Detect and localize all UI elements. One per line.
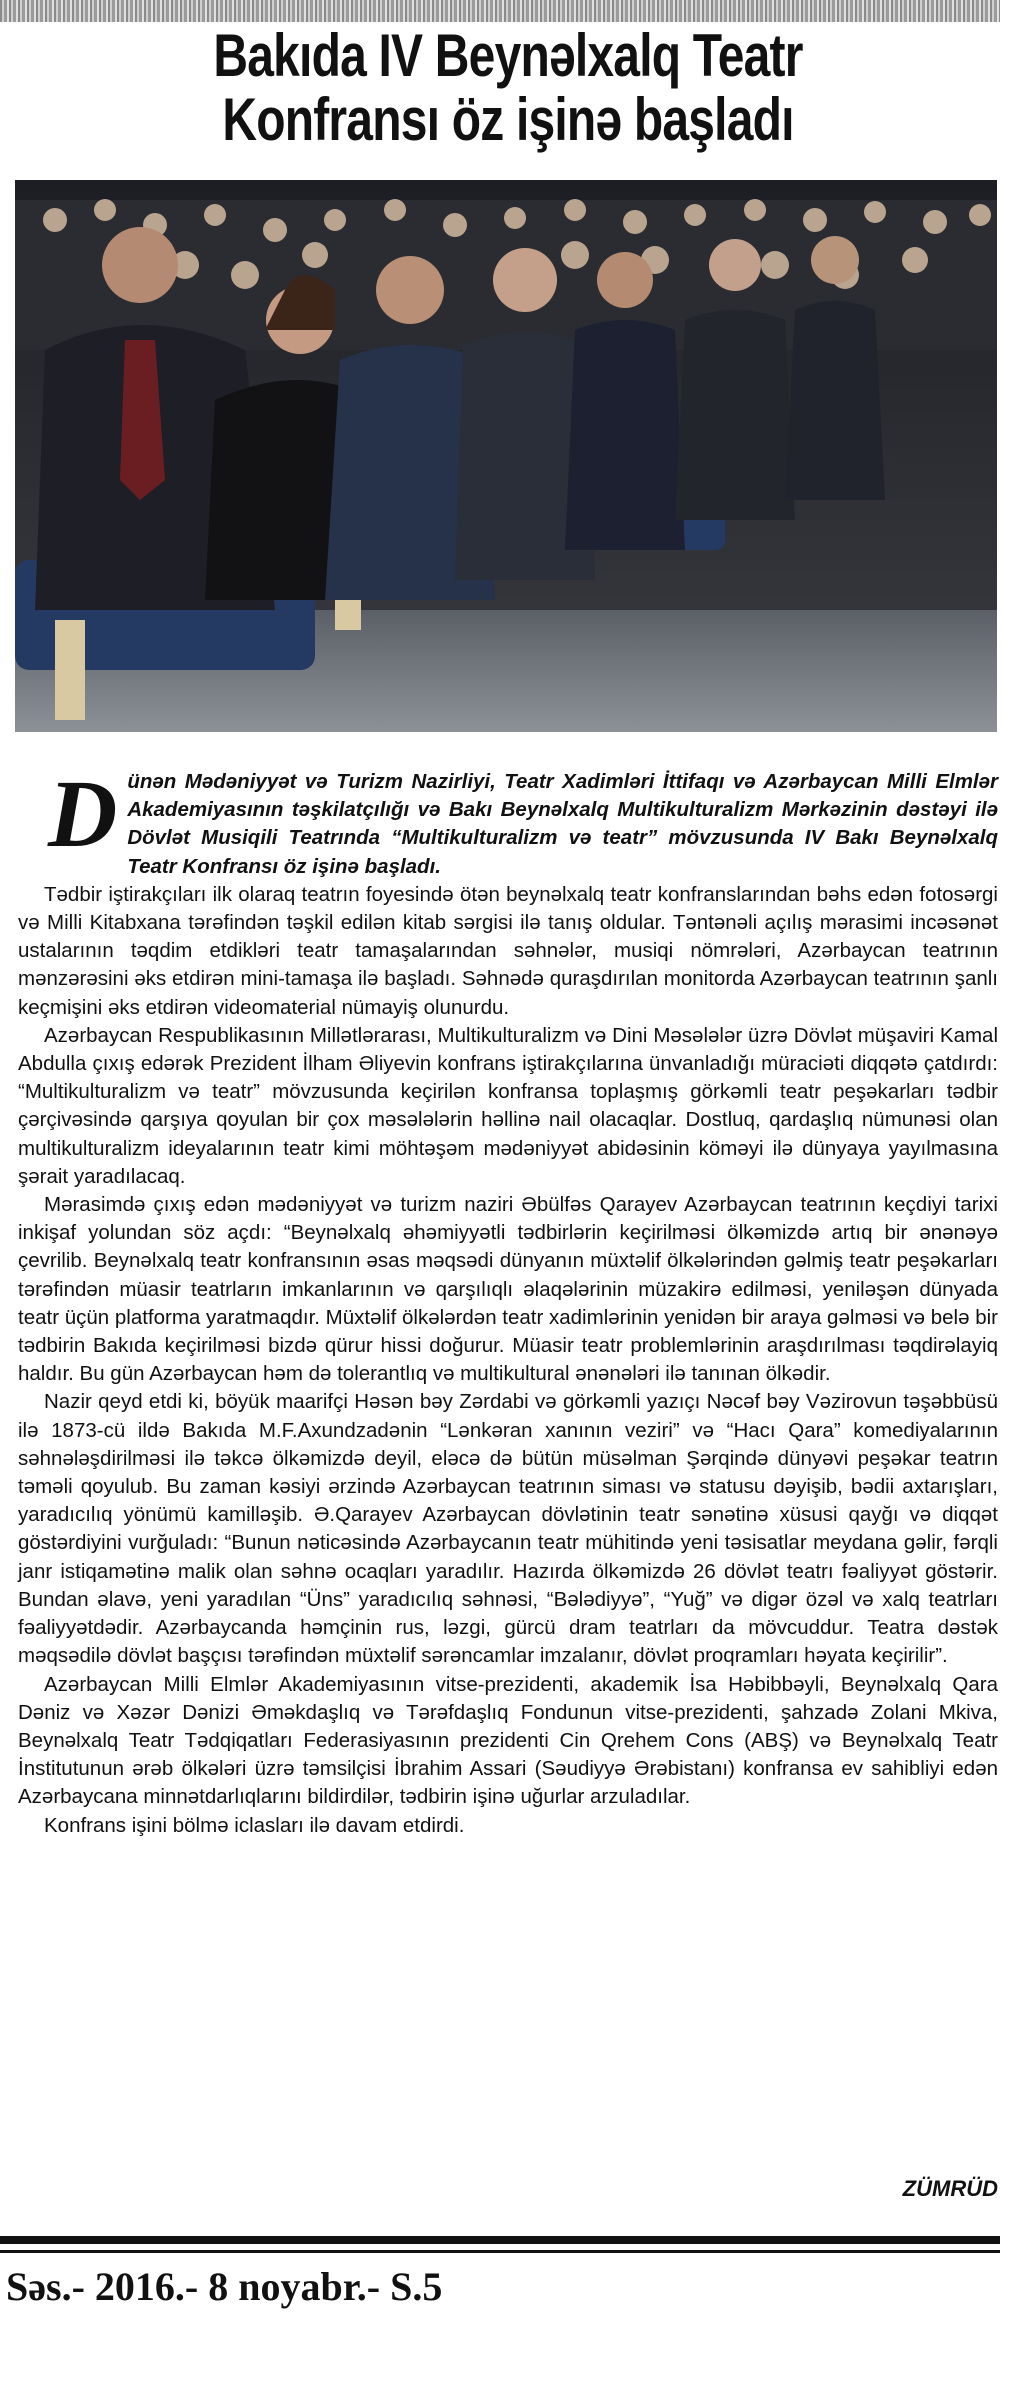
lead-paragraph: [18, 760, 998, 881]
headline-line-2: Konfransı öz işinə başladı: [222, 86, 794, 153]
drop-cap: D: [48, 760, 118, 867]
paragraph-5: Azərbaycan Milli Elmlər Akademiyasının vitse-prezidenti, akademik İsa Həbibbəyli, Beynəlxalq Qara Dəniz və Xəzər Dənizi Əməkdaşlıq və Tərəfdaşlıq Fondunun vitse-prezidenti, şahzadə Zolani Mkiva, Beynəlxalq Teatr Tədqiqatları Federasiyasının prezidenti Cin Qrehem Cons (ABŞ) və Beynəlxalq Teatr İnstitutunun ərəb ölkələri üzrə təmsilçisi İbrahim Assari (Səudiyyə Ərəbistanı) konfransa ev sahibliyi edən Azərbaycana minnətdarlıqlarını bildirdilər, tədbirin işinə uğurlar arzuladılar.: [18, 1672, 998, 1809]
headline: [116, 24, 900, 152]
paragraph-4: Nazir qeyd etdi ki, böyük maarifçi Həsən bəy Zərdabi və görkəmli yazıçı Nəcəf bəy Vəzirovun təşəbbüsü ilə 1873-cü ildə Bakıda M.F.Axundzadənin “Lənkəran xanının veziri” və “Hacı Qara” komediyalarının səhnələşdirilməsi ilə təkcə ölkəmizdə deyil, eləcə də bütün müsəlman Şərqində dünyəvi peşəkar teatrın təməli qoyulub. Bu zaman kəsiyi ərzində Azərbaycan teatrının siması və statusu dəyişib, bədii axtarışları, yaradıcılıq yönümü kamilləşib. Ə.Qarayev Azərbaycan dövlətinin teatr sənətinə xüsusi qayğı və diqqət göstərdiyini vurğuladı: “Bunun nəticəsində Azərbaycanın teatr mühitində yeni təsisatlar meydana gəlir, fərqli janr istiqamətinə malik olan səhnə ocaqları yaradılır. Hazırda ölkəmizdə 26 dövlət teatrı fəaliyyət göstərir. Bundan əlavə, yeni yaradılan “Üns” yaradıcılıq səhnəsi, “Bələdiyyə”, “Yuğ” və digər özəl və xalq teatrları fəaliyyətdədir. Azərbaycanda həmçinin rus, ləzgi, gürcü dram teatrları da mövcuddur. Teatra dəstək məqsədilə dövlət başçısı tərəfindən müxtəlif sərəncamlar imzalanır, dövlət proqramları həyata keçirilir”.: [18, 1390, 998, 1668]
footer-rule-thin: [0, 2250, 1000, 2253]
footer-rule-thick: [0, 2236, 1000, 2244]
headline-line-1: Bakıda IV Beynəlxalq Teatr: [213, 22, 803, 89]
conference-photo: [15, 180, 997, 732]
photo-illustration: [15, 180, 997, 732]
source-citation: Səs.- 2016.- 8 noyabr.- S.5: [6, 2264, 443, 2309]
paragraph-3: Mərasimdə çıxış edən mədəniyyət və turizm naziri Əbülfəs Qarayev Azərbaycan teatrının keçdiyi tarixi inkişaf yolundan söz açdı: “Beynəlxalq əhəmiyyətli tədbirlərin keçirilməsi ölkəmizdə artıq bir ənənəyə çevrilib. Beynəlxalq teatr konfransının əsas məqsədi dünyanın müxtəlif ölkələrindən gəlmiş teatr peşəkarları tərəfindən müasir teatrların imkanlarının və qarşılıqlı əlaqələrinin müzakirə edilməsi, yeniləşən dünyada teatr üçün platforma yaratmaqdır. Müxtəlif ölkələrdən teatr xadimlərinin yenidən bir araya gəlməsi və belə bir tədbirin Bakıda keçirilməsi bizdə qürur hissi doğurur. Müasir teatr problemlərinin araşdırılması təqdirəlayiq haldır. Bu gün Azərbaycan həm də tolerantlıq və multikultural ənənələri ilə tanınan ölkədir.: [18, 1193, 998, 1386]
paragraph-1: Tədbir iştirakçıları ilk olaraq teatrın foyesində ötən beynəlxalq teatr konfranslarından bəhs edən fotosərgi və Milli Kitabxana tərəfindən təşkil edilən kitab sərgisi ilə tanış oldular. Təntənəli açılış mərasimi incəsənət ustalarının təqdim etdikləri teatr tamaşalarından səhnələr, musiqi nömrələri, Azərbaycan teatrının mənzərəsini əks etdirən mini-tamaşa ilə başladı. Səhnədə quraşdırılan monitorda Azərbaycan teatrının şanlı keçmişini əks etdirən videomaterial nümayiş olunurdu.: [18, 882, 998, 1019]
author-byline: ZÜMRÜD: [902, 2176, 998, 2201]
paragraph-6: Konfrans işini bölmə iclasları ilə davam etdirdi.: [44, 1813, 465, 1837]
top-border-band: [0, 0, 1000, 22]
article-body: [18, 760, 998, 1840]
lead-text: ünən Mədəniyyət və Turizm Nazirliyi, Teatr Xadimləri İttifaqı və Azərbaycan Milli Elmlər Akademiyasının təşkilatçılığı və Bakı Beynəlxalq Multikulturalizm Mərkəzinin dəstəyi ilə Dövlət Musiqili Teatrında “Multikulturalizm və teatr” mövzusunda IV Bakı Beynəlxalq Teatr Konfransı öz işinə başladı.: [127, 770, 998, 878]
paragraph-2: Azərbaycan Respublikasının Millətlərarası, Multikulturalizm və Dini Məsələlər üzrə Dövlət müşaviri Kamal Abdulla çıxış edərək Prezident İlham Əliyevin konfrans iştirakçılarına ünvanladığı müraciəti diqqətə çatdırdı: “Multikulturalizm və teatr” mövzusunda keçirilən konfransa toplaşmış görkəmli teatr peşəkarları tədbir çərçivəsində qarşıya qoyulan bir çox məsələlərin həllinə nail olacaqlar. Dostluq, qardaşlıq nümunəsi olan multikulturalizm ideyalarının teatr kimi möhtəşəm mədəniyyət abidəsinin köməyi ilə dünyaya yayılmasına şərait yaradılacaq.: [18, 1023, 998, 1188]
